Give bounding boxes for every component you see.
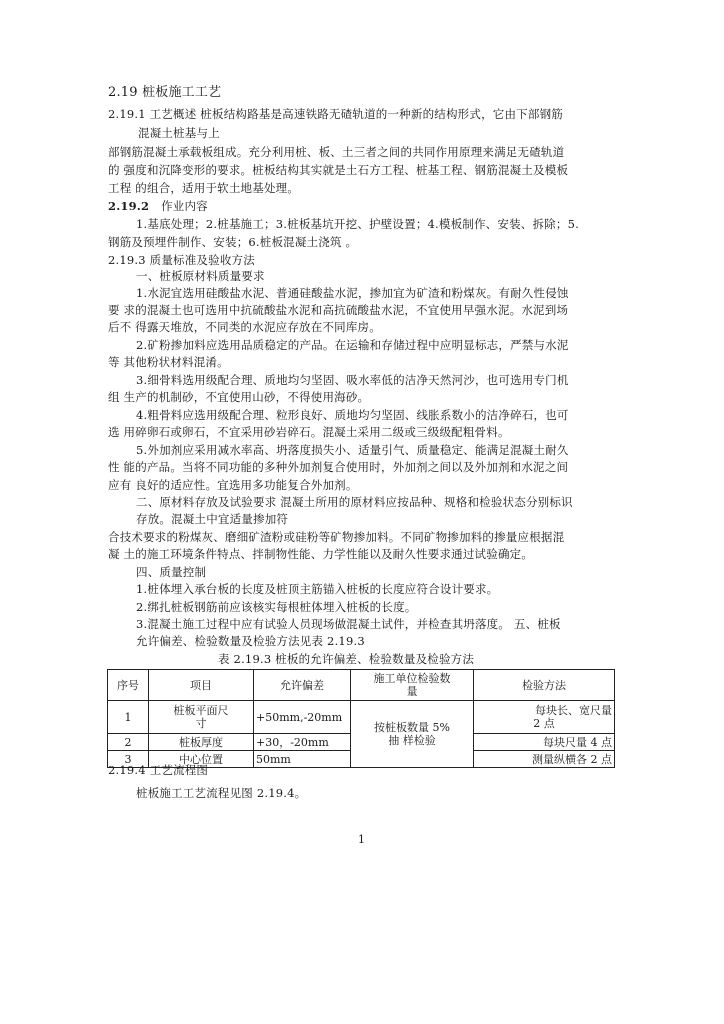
paragraph-line: 性 能的产品。当将不同功能的多种外加剂复合使用时，外加剂之间以及外加剂和水泥之间: [108, 460, 569, 474]
paragraph-line: 2.矿粉掺加料应选用品质稳定的产品。在运输和存储过程中应明显标志，严禁与水泥: [136, 338, 569, 352]
paragraph-line: 钢筋及预埋件制作、安装；6.桩板混凝土浇筑 。: [108, 235, 358, 249]
tolerance-table: [107, 669, 615, 768]
section-title: 2.19 桩板施工工艺: [108, 85, 222, 100]
paragraph-line: 选 用碎卵石或卵石，不宜采用砂岩碎石。混凝土采用二级或三级级配粗骨料。: [108, 425, 510, 439]
paragraph-line: 部钢筋混凝土承载板组成。充分利用桩、板、土三者之间的共同作用原理来满足无碴轨道: [108, 145, 565, 159]
subsection-heading: [108, 199, 208, 213]
header-quantity: 施工单位检验数 量: [351, 670, 474, 701]
header-method: 检验方法: [474, 670, 615, 701]
table-row: 3 中心位置 50mm 测量纵横各 2 点: [108, 751, 615, 768]
subsection-title: 作业内容: [161, 199, 208, 213]
paragraph-line: 2.19.1 工艺概述 桩板结构路基是高速铁路无碴轨道的一种新的结构形式，它由下部钢筋: [108, 107, 563, 121]
header-tolerance: 允许偏差: [254, 670, 351, 701]
paragraph-line: 要 求的混凝土也可选用中抗硫酸盐水泥和高抗硫酸盐水泥，不宜使用早强水泥。水泥到场: [108, 303, 569, 317]
paragraph-line: 凝 土的施工环境条件特点、拌制物性能、力学性能以及耐久性要求通过试验确定。: [108, 547, 534, 561]
paragraph-line: 等 其他粉状材料混淆。: [108, 355, 229, 369]
paragraph-line: 桩板施工工艺流程见图 2.19.4。: [136, 786, 307, 800]
subheading: 一、桩板原材料质量要求: [136, 269, 265, 283]
paragraph-line: 应有 良好的适应性。宜选用多功能复合外加剂。: [108, 478, 358, 492]
subheading: 四、质量控制: [136, 565, 207, 579]
subsection-number: 2.19.2: [108, 199, 150, 213]
quantity-cell: 按桩板数量 5% 抽 样检验: [351, 701, 474, 768]
paragraph-line: 合技术要求的粉煤灰、磨细矿渣粉或硅粉等矿物掺加料。不同矿物掺加料的掺量应根据混: [108, 530, 565, 544]
paragraph-line: 1.桩体埋入承台板的长度及桩顶主筋锚入桩板的长度应符合设计要求。: [136, 582, 499, 596]
paragraph-line: 二、原材料存放及试验要求 混凝土所用的原材料应按品种、规格和检验状态分别标识: [136, 495, 573, 509]
subsection-heading: 2.19.4 工艺流程图: [108, 763, 209, 777]
table-row: 2 桩板厚度 +30，-20mm 每块尺量 4 点: [108, 734, 615, 751]
paragraph-line: 5.外加剂应采用减水率高、坍落度损失小、适量引气、质量稳定、能满足混凝土耐久: [136, 443, 569, 457]
table-row: 1 桩板平面尺 寸 +50mm,-20mm 按桩板数量 5% 抽 样检验 每块长、宽尺量 2 点: [108, 701, 615, 734]
paragraph-line: 存放。混凝土中宜适量掺加符: [136, 512, 289, 526]
paragraph-line: 后不 得露天堆放，不同类的水泥应存放在不同库房。: [108, 320, 381, 334]
paragraph-line: 1.水泥宜选用硅酸盐水泥、普通硅酸盐水泥，掺加宜为矿渣和粉煤灰。有耐久性侵蚀: [136, 286, 569, 300]
paragraph-line: 4.粗骨料应选用级配合理、粒形良好、质地均匀坚固、线胀系数小的洁净碎石，也可: [136, 408, 569, 422]
paragraph-line: 允许偏差、检验数量及检验方法见表 2.19.3: [136, 634, 365, 648]
paragraph-line: 组 生产的机制砂，不宜使用山砂，不得使用海砂。: [108, 390, 370, 404]
paragraph-line: 工程 的组合，适用于软土地基处理。: [108, 181, 300, 195]
paragraph-line: 1.基底处理；2.桩基施工；3.桩板基坑开挖、护壁设置；4.模板制作、安装、拆除；5.: [136, 217, 579, 231]
table-caption: 表 2.19.3 桩板的允许偏差、检验数量及检验方法: [218, 652, 475, 666]
header-item: 项目: [149, 670, 254, 701]
subsection-heading: 2.19.3 质量标准及验收方法: [108, 253, 255, 267]
paragraph-line: 3.细骨料选用级配合理、质地均匀坚固、吸水率低的洁净天然河沙，也可选用专门机: [136, 373, 569, 387]
page-number: 1: [358, 833, 365, 846]
header-no: 序号: [108, 670, 149, 701]
paragraph-line: 混凝土桩基与上: [138, 126, 220, 140]
paragraph-line: 3.混凝土施工过程中应有试验人员现场做混凝土试件，并检查其坍落度。 五、桩板: [136, 617, 561, 631]
paragraph-line: 的 强度和沉降变形的要求。桩板结构其实就是土石方工程、桩基工程、钢筋混凝土及模板: [108, 163, 569, 177]
paragraph-line: 2.绑扎桩板钢筋前应该核实每根桩体埋入桩板的长度。: [136, 600, 417, 614]
table-header-row: [108, 670, 615, 701]
